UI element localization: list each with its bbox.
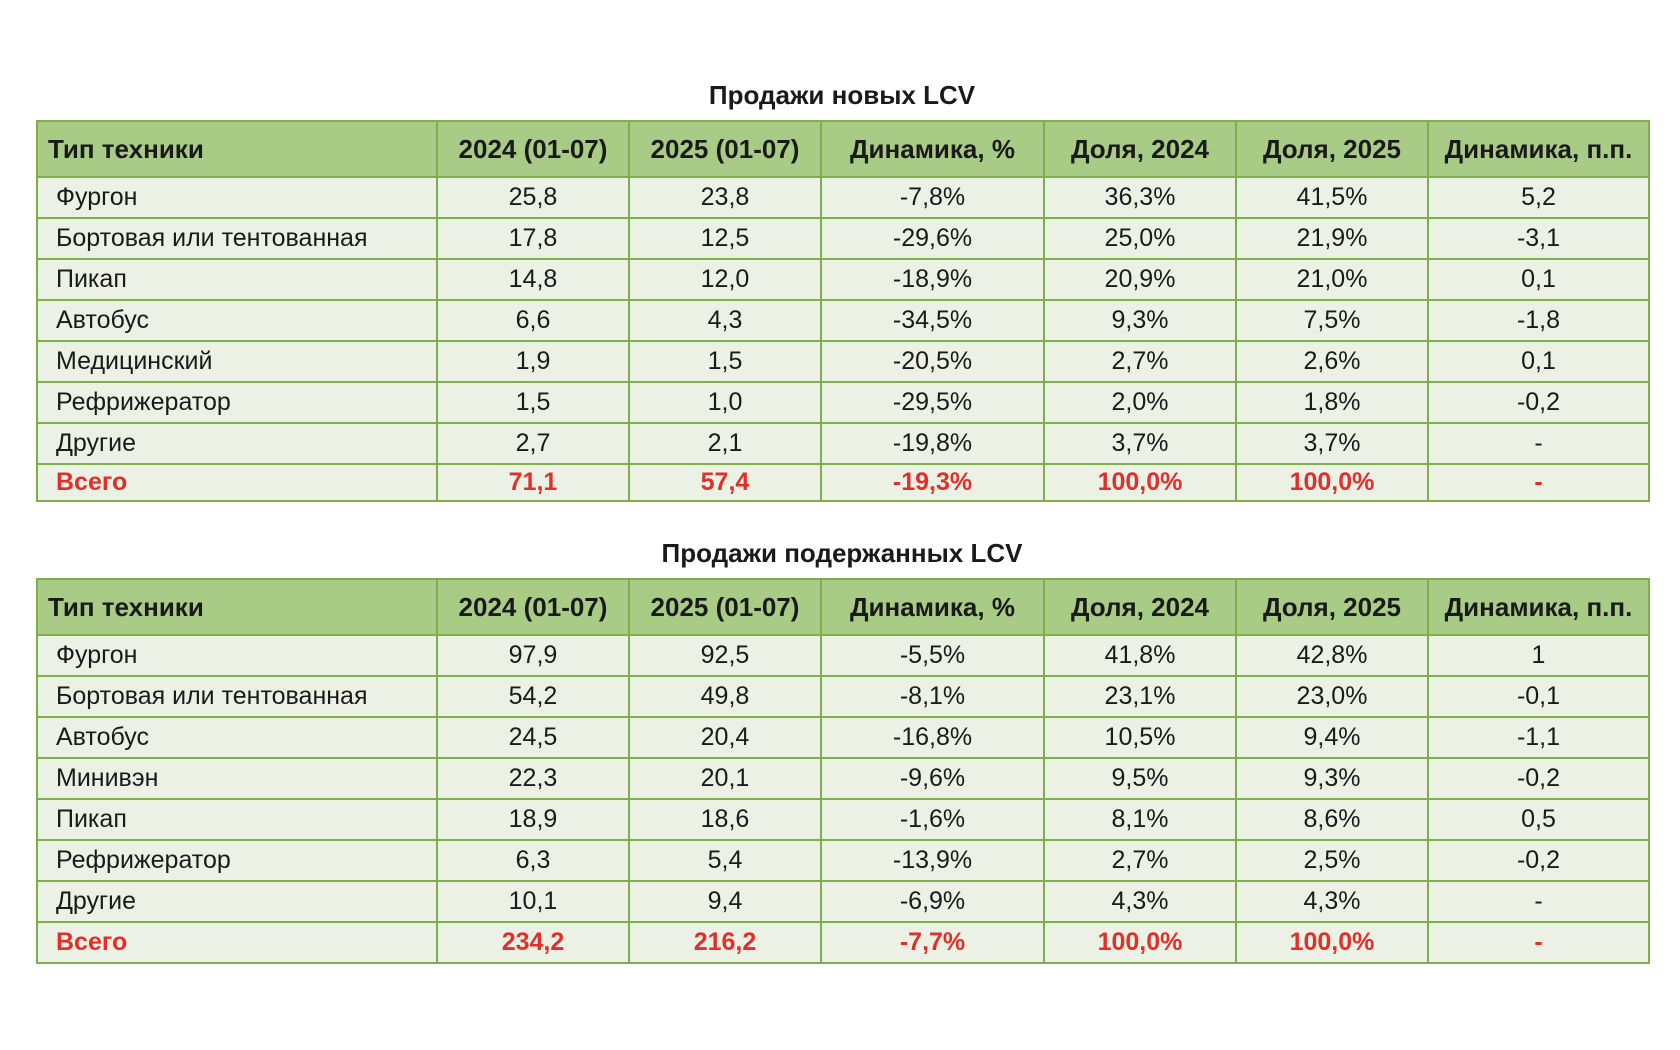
- cell-2024: 54,2: [437, 676, 629, 717]
- cell-change-pp: -: [1428, 423, 1649, 464]
- cell-2025: 4,3: [629, 300, 821, 341]
- new-lcv-table: [36, 120, 1650, 502]
- header-change-pp: Динамика, п.п.: [1428, 121, 1649, 177]
- table-row: [37, 300, 1649, 341]
- cell-share-2025: 42,8%: [1236, 635, 1428, 676]
- cell-share-2024: 3,7%: [1044, 423, 1236, 464]
- cell-type: Пикап: [37, 259, 437, 300]
- cell-type: Автобус: [37, 717, 437, 758]
- cell-change-pp: 5,2: [1428, 177, 1649, 218]
- cell-share-2024: 9,3%: [1044, 300, 1236, 341]
- cell-share-2025: 9,4%: [1236, 717, 1428, 758]
- cell-2024: 10,1: [437, 881, 629, 922]
- cell-change-percent: -8,1%: [821, 676, 1044, 717]
- header-share-2024: Доля, 2024: [1044, 121, 1236, 177]
- cell-change-pp: 0,1: [1428, 341, 1649, 382]
- cell-share-2025: 21,9%: [1236, 218, 1428, 259]
- header-share-2024: Доля, 2024: [1044, 579, 1236, 635]
- table-row: [37, 840, 1649, 881]
- table-row: [37, 676, 1649, 717]
- cell-change-pp: 0,1: [1428, 259, 1649, 300]
- cell-share-2024: 25,0%: [1044, 218, 1236, 259]
- cell-2024: 14,8: [437, 259, 629, 300]
- cell-share-2024: 9,5%: [1044, 758, 1236, 799]
- header-2024: 2024 (01-07): [437, 579, 629, 635]
- cell-share-2025: 8,6%: [1236, 799, 1428, 840]
- cell-share-2024: 10,5%: [1044, 717, 1236, 758]
- cell-2025: 1,0: [629, 382, 821, 423]
- cell-share-2024: 2,7%: [1044, 840, 1236, 881]
- cell-2024: 6,3: [437, 840, 629, 881]
- cell-change-percent: -34,5%: [821, 300, 1044, 341]
- cell-2024: 17,8: [437, 218, 629, 259]
- cell-change-percent: -13,9%: [821, 840, 1044, 881]
- cell-share-2025: 9,3%: [1236, 758, 1428, 799]
- total-change-pp: -: [1428, 464, 1649, 501]
- header-row: [37, 121, 1649, 177]
- cell-change-percent: -7,8%: [821, 177, 1044, 218]
- cell-change-percent: -16,8%: [821, 717, 1044, 758]
- cell-2025: 12,0: [629, 259, 821, 300]
- used-lcv-table: [36, 578, 1650, 964]
- total-2025: 57,4: [629, 464, 821, 501]
- cell-type: Минивэн: [37, 758, 437, 799]
- total-change-pp: -: [1428, 922, 1649, 963]
- header-type: Тип техники: [37, 579, 437, 635]
- cell-change-percent: -29,5%: [821, 382, 1044, 423]
- cell-change-percent: -6,9%: [821, 881, 1044, 922]
- cell-2025: 49,8: [629, 676, 821, 717]
- cell-2024: 1,5: [437, 382, 629, 423]
- total-2024: 234,2: [437, 922, 629, 963]
- total-share-2025: 100,0%: [1236, 464, 1428, 501]
- cell-change-pp: -1,1: [1428, 717, 1649, 758]
- cell-change-pp: -1,8: [1428, 300, 1649, 341]
- cell-share-2025: 7,5%: [1236, 300, 1428, 341]
- cell-change-percent: -1,6%: [821, 799, 1044, 840]
- cell-share-2024: 2,0%: [1044, 382, 1236, 423]
- header-change-pp: Динамика, п.п.: [1428, 579, 1649, 635]
- total-row: [37, 464, 1649, 501]
- total-share-2024: 100,0%: [1044, 464, 1236, 501]
- cell-share-2024: 23,1%: [1044, 676, 1236, 717]
- cell-type: Пикап: [37, 799, 437, 840]
- cell-2024: 1,9: [437, 341, 629, 382]
- table-row: [37, 717, 1649, 758]
- new-lcv-section: [36, 70, 1648, 502]
- cell-change-pp: 0,5: [1428, 799, 1649, 840]
- header-change-percent: Динамика, %: [821, 579, 1044, 635]
- table-row: [37, 635, 1649, 676]
- cell-2025: 1,5: [629, 341, 821, 382]
- header-row: [37, 579, 1649, 635]
- total-2024: 71,1: [437, 464, 629, 501]
- cell-type: Медицинский: [37, 341, 437, 382]
- cell-2025: 2,1: [629, 423, 821, 464]
- cell-type: Бортовая или тентованная: [37, 676, 437, 717]
- used-lcv-section: [36, 528, 1648, 964]
- cell-change-percent: -20,5%: [821, 341, 1044, 382]
- cell-share-2025: 21,0%: [1236, 259, 1428, 300]
- cell-share-2025: 2,6%: [1236, 341, 1428, 382]
- table-row: [37, 259, 1649, 300]
- cell-2025: 20,1: [629, 758, 821, 799]
- header-2025: 2025 (01-07): [629, 579, 821, 635]
- total-2025: 216,2: [629, 922, 821, 963]
- cell-type: Другие: [37, 881, 437, 922]
- cell-change-percent: -5,5%: [821, 635, 1044, 676]
- cell-share-2024: 4,3%: [1044, 881, 1236, 922]
- header-type: Тип техники: [37, 121, 437, 177]
- total-share-2025: 100,0%: [1236, 922, 1428, 963]
- cell-type: Рефрижератор: [37, 382, 437, 423]
- cell-2025: 9,4: [629, 881, 821, 922]
- cell-change-pp: 1: [1428, 635, 1649, 676]
- cell-share-2025: 1,8%: [1236, 382, 1428, 423]
- header-2024: 2024 (01-07): [437, 121, 629, 177]
- cell-type: Бортовая или тентованная: [37, 218, 437, 259]
- cell-2025: 12,5: [629, 218, 821, 259]
- table-row: [37, 341, 1649, 382]
- header-share-2025: Доля, 2025: [1236, 579, 1428, 635]
- cell-2025: 20,4: [629, 717, 821, 758]
- cell-type: Рефрижератор: [37, 840, 437, 881]
- cell-share-2024: 20,9%: [1044, 259, 1236, 300]
- cell-2024: 2,7: [437, 423, 629, 464]
- header-2025: 2025 (01-07): [629, 121, 821, 177]
- total-label: Всего: [37, 922, 437, 963]
- cell-change-percent: -9,6%: [821, 758, 1044, 799]
- cell-2024: 25,8: [437, 177, 629, 218]
- new-lcv-title: Продажи новых LCV: [708, 80, 976, 110]
- cell-share-2024: 8,1%: [1044, 799, 1236, 840]
- cell-type: Фургон: [37, 635, 437, 676]
- table-row: [37, 382, 1649, 423]
- cell-type: Другие: [37, 423, 437, 464]
- cell-share-2024: 2,7%: [1044, 341, 1236, 382]
- cell-change-pp: -0,2: [1428, 382, 1649, 423]
- cell-share-2025: 4,3%: [1236, 881, 1428, 922]
- cell-2024: 6,6: [437, 300, 629, 341]
- cell-2025: 5,4: [629, 840, 821, 881]
- cell-change-pp: -3,1: [1428, 218, 1649, 259]
- cell-share-2024: 36,3%: [1044, 177, 1236, 218]
- cell-share-2025: 2,5%: [1236, 840, 1428, 881]
- cell-2024: 18,9: [437, 799, 629, 840]
- header-share-2025: Доля, 2025: [1236, 121, 1428, 177]
- table-row: [37, 177, 1649, 218]
- total-label: Всего: [37, 464, 437, 501]
- cell-2025: 92,5: [629, 635, 821, 676]
- table-row: [37, 218, 1649, 259]
- table-row: [37, 881, 1649, 922]
- total-change-percent: -19,3%: [821, 464, 1044, 501]
- total-change-percent: -7,7%: [821, 922, 1044, 963]
- cell-share-2025: 3,7%: [1236, 423, 1428, 464]
- cell-2025: 18,6: [629, 799, 821, 840]
- header-change-percent: Динамика, %: [821, 121, 1044, 177]
- cell-change-percent: -18,9%: [821, 259, 1044, 300]
- cell-type: Фургон: [37, 177, 437, 218]
- cell-2024: 22,3: [437, 758, 629, 799]
- cell-share-2025: 41,5%: [1236, 177, 1428, 218]
- cell-type: Автобус: [37, 300, 437, 341]
- used-lcv-title: Продажи подержанных LCV: [661, 538, 1023, 568]
- cell-2024: 24,5: [437, 717, 629, 758]
- total-share-2024: 100,0%: [1044, 922, 1236, 963]
- cell-change-percent: -29,6%: [821, 218, 1044, 259]
- cell-change-pp: -0,2: [1428, 840, 1649, 881]
- table-row: [37, 799, 1649, 840]
- cell-share-2025: 23,0%: [1236, 676, 1428, 717]
- cell-change-pp: -0,1: [1428, 676, 1649, 717]
- cell-change-pp: -: [1428, 881, 1649, 922]
- cell-2025: 23,8: [629, 177, 821, 218]
- cell-change-percent: -19,8%: [821, 423, 1044, 464]
- table-row: [37, 423, 1649, 464]
- cell-2024: 97,9: [437, 635, 629, 676]
- table-row: [37, 758, 1649, 799]
- total-row: [37, 922, 1649, 963]
- cell-change-pp: -0,2: [1428, 758, 1649, 799]
- cell-share-2024: 41,8%: [1044, 635, 1236, 676]
